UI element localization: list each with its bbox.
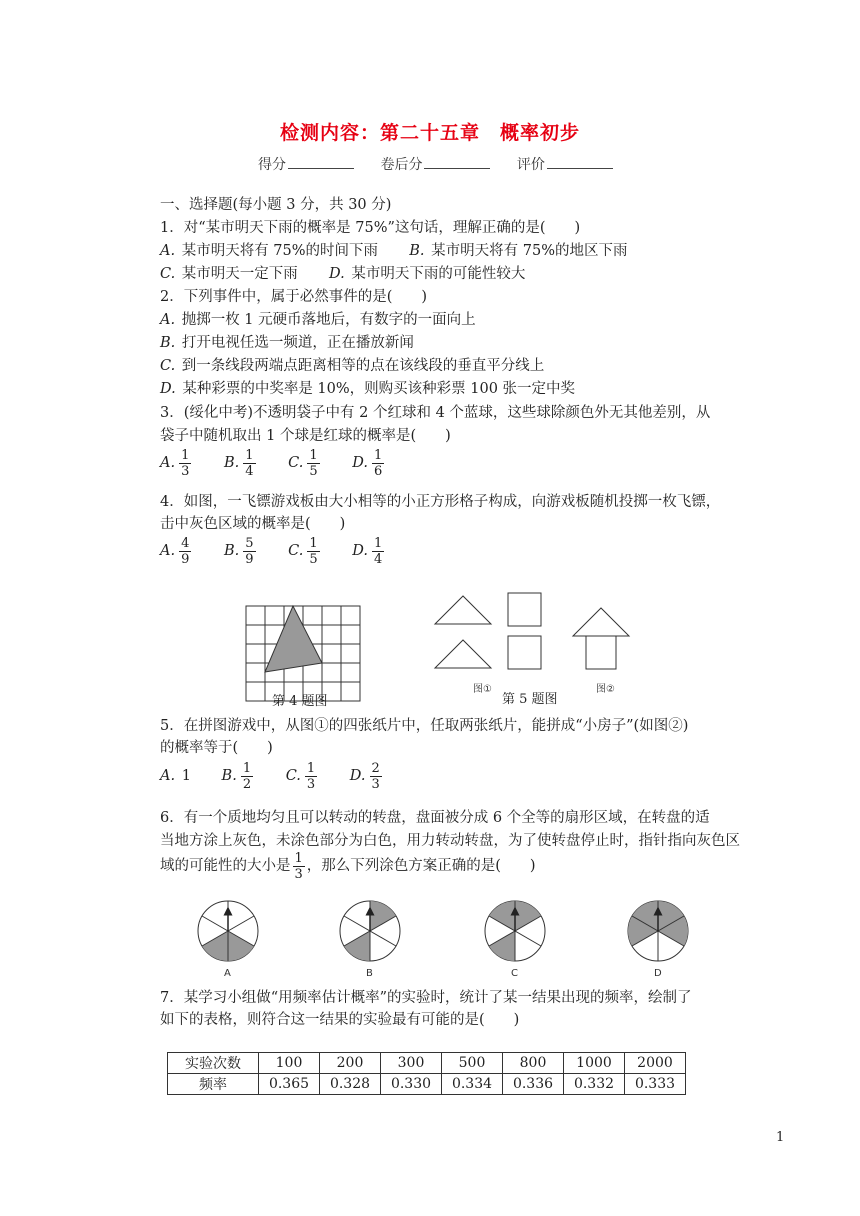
q4-option-a [160, 533, 193, 569]
q4-option-c [288, 533, 321, 569]
table-cell: 300 [381, 1053, 442, 1074]
q4-num-c: 1 [309, 535, 318, 551]
q5-frac-d [370, 761, 382, 792]
q2-option-d-line [160, 379, 575, 399]
q4-num-d: 1 [373, 535, 383, 551]
q5-den-c: 3 [306, 776, 316, 792]
q6-stem-line2: 当地方涂上灰色，未涂色部分为白色，用力转动转盘，为了使转盘停止时，指针指向灰色区 [160, 833, 740, 849]
q2-option-d: 某种彩票的中奖率是 10%，则购买该种彩票 100 张一定中奖 [182, 381, 576, 397]
q6-frac-den: 3 [294, 866, 303, 882]
q5-num-d: 2 [371, 760, 380, 776]
q4-den-d: 4 [373, 551, 383, 567]
q4-frac-a [179, 536, 191, 567]
section-heading: 一、选择题(每小题 3 分，共 30 分) [160, 197, 392, 213]
spinner-b [340, 901, 400, 961]
q3-stem-line1: 3．(绥化中考)不透明袋子中有 2 个红球和 4 个蓝球，这些球除颜色外无其他差别，从 [160, 405, 711, 421]
q1-option-a: 某市明天将有 75%的时间下雨 [181, 243, 379, 259]
q2-option-b-line [160, 333, 414, 353]
q4-den-c: 5 [309, 551, 318, 567]
q7-stem-line1: 7．某学习小组做“用频率估计概率”的实验时，统计了某一结果出现的频率，绘制了 [160, 990, 692, 1006]
q4-letter-c: C. [288, 543, 304, 559]
q1-option-b: 某市明天将有 75%的地区下雨 [431, 243, 628, 259]
q3-letter-b: B. [223, 455, 240, 471]
score-blank [288, 156, 354, 169]
table-cell: 0.328 [320, 1074, 381, 1095]
table-cell: 500 [442, 1053, 503, 1074]
q3-den-b: 4 [245, 463, 254, 479]
q5-frac-c [305, 761, 317, 792]
table-cell: 200 [320, 1053, 381, 1074]
q4-options [160, 533, 412, 569]
q3-frac-d [372, 448, 384, 479]
q5-triangle-2 [435, 640, 491, 668]
q5-value-a: 1 [181, 768, 191, 784]
final-score-blank [424, 156, 490, 169]
q3-num-d: 1 [373, 447, 383, 463]
table-header-frequency: 频率 [168, 1074, 259, 1095]
spinner-a [198, 901, 258, 961]
q1-option-d: 某市明天下雨的可能性较大 [351, 266, 526, 282]
q3-option-d [352, 445, 386, 481]
q3-option-a [160, 445, 193, 481]
q5-option-b [222, 758, 256, 794]
spinner-label-a: A [224, 968, 231, 979]
q3-letter-d: D. [352, 455, 368, 471]
table-cell: 0.333 [625, 1074, 686, 1095]
table-cell: 0.330 [381, 1074, 442, 1095]
q3-den-a: 3 [181, 463, 190, 479]
score-field [258, 157, 354, 173]
q3-frac-b [243, 448, 255, 479]
score-line [258, 154, 635, 174]
frequency-table [167, 1052, 686, 1095]
q4-letter-b: B. [223, 543, 240, 559]
q6-stem-part-a: 域的可能性的大小是 [160, 858, 291, 874]
q5-option-d [350, 758, 384, 794]
table-row [168, 1074, 686, 1095]
evaluation-blank [547, 156, 613, 169]
q6-frac [293, 851, 305, 882]
q2-stem: 2．下列事件中，属于必然事件的是( ) [160, 289, 428, 305]
q6-stem-line1: 6．有一个质地均匀且可以转动的转盘，盘面被分成 6 个全等的扇形区域，在转盘的适 [160, 810, 710, 826]
q3-letter-a: A. [160, 455, 176, 471]
q3-stem-line2: 袋子中随机取出 1 个球是红球的概率是( ) [160, 428, 451, 444]
table-cell: 0.365 [259, 1074, 320, 1095]
q1-option-c: 某市明天一定下雨 [181, 266, 298, 282]
q5-options [160, 758, 410, 794]
q2-option-c: 到一条线段两端点距离相等的点在该线段的垂直平分线上 [181, 358, 545, 374]
q4-letter-d: D. [352, 543, 368, 559]
q1-options-cd [160, 264, 525, 284]
score-label: 得分 [258, 157, 286, 173]
q4-stem-line2: 击中灰色区域的概率是( ) [160, 516, 346, 532]
q4-frac-d [372, 536, 384, 567]
table-header-trials: 实验次数 [168, 1053, 259, 1074]
table-cell: 0.334 [442, 1074, 503, 1095]
q4-option-d [352, 533, 386, 569]
q3-den-c: 5 [309, 463, 318, 479]
q2-option-c-line [160, 356, 544, 376]
table-cell: 1000 [564, 1053, 625, 1074]
q5-letter-c: C. [285, 768, 301, 784]
q5-stem-line1: 5．在拼图游戏中，从图①的四张纸片中，任取两张纸片，能拼成“小房子”(如图②) [160, 718, 689, 734]
q5-triangle-1 [435, 596, 491, 624]
page-number: 1 [776, 1130, 785, 1145]
q3-num-a: 1 [181, 447, 190, 463]
q5-letter-b: B. [221, 768, 237, 784]
q2-letter-a: A. [160, 312, 176, 328]
page-title: 检测内容：第二十五章 概率初步 [279, 122, 580, 144]
q5-letter-d: D. [349, 768, 366, 784]
q6-frac-num: 1 [294, 850, 303, 866]
q5-option-c [286, 758, 319, 794]
fig5-caption: 第 5 题图 [502, 692, 558, 707]
q4-option-b [224, 533, 258, 569]
q5-den-d: 3 [371, 776, 380, 792]
q5-square-1 [508, 593, 541, 626]
q5-num-b: 1 [242, 760, 252, 776]
q3-num-b: 1 [245, 447, 254, 463]
q4-gray-triangle [265, 606, 322, 672]
evaluation-field [517, 157, 613, 173]
evaluation-label: 评价 [516, 157, 545, 173]
q3-letter-c: C. [288, 455, 304, 471]
q2-option-a-line [160, 310, 476, 330]
q5-den-b: 2 [242, 776, 252, 792]
table-row [168, 1053, 686, 1074]
table-cell: 0.332 [564, 1074, 625, 1095]
q4-num-a: 4 [181, 535, 190, 551]
q1-letter-c: C. [160, 266, 176, 282]
q3-option-b [224, 445, 258, 481]
q3-options [160, 445, 412, 481]
q5-house-body [586, 636, 616, 669]
spinner-label-b: B [366, 968, 373, 979]
spinner-label-d: D [654, 968, 662, 979]
q4-den-b: 9 [245, 551, 254, 567]
q5-num-c: 1 [306, 760, 316, 776]
spinner-c [485, 901, 545, 961]
fig5-label-1: 图① [473, 684, 492, 695]
q1-options-ab [160, 241, 627, 261]
q6-spinners [190, 894, 710, 980]
q6-stem-line3 [160, 848, 536, 884]
final-score-field [380, 157, 490, 173]
q5-frac-b [241, 761, 253, 792]
fig4-caption: 第 4 题图 [272, 694, 328, 709]
fig5-label-2: 图② [596, 684, 615, 695]
q2-letter-d: D. [160, 381, 176, 397]
q4-stem-line1: 4．如图，一飞镖游戏板由大小相等的小正方形格子构成，向游戏板随机投掷一枚飞镖， [160, 494, 721, 510]
q3-frac-c [307, 448, 319, 479]
q4-num-b: 5 [245, 535, 254, 551]
spinner-label-c: C [511, 968, 518, 979]
q2-option-b: 打开电视任选一频道，正在播放新闻 [181, 335, 414, 351]
final-score-label: 卷后分 [380, 157, 423, 173]
q7-stem-line2: 如下的表格，则符合这一结果的实验最有可能的是( ) [160, 1012, 520, 1028]
spinner-d [628, 901, 688, 961]
q3-den-d: 6 [373, 463, 383, 479]
q6-stem-part-b: ，那么下列涂色方案正确的是( ) [306, 858, 536, 874]
q5-stem-line2: 的概率等于( ) [160, 740, 273, 756]
q3-num-c: 1 [309, 447, 318, 463]
q1-letter-b: B. [409, 243, 425, 259]
q3-option-c [288, 445, 321, 481]
q4-frac-b [243, 536, 255, 567]
q5-house-roof [573, 608, 629, 636]
table-cell: 100 [259, 1053, 320, 1074]
q5-figure [425, 588, 650, 698]
q4-frac-c [307, 536, 319, 567]
q2-option-a: 抛掷一枚 1 元硬币落地后，有数字的一面向上 [181, 312, 476, 328]
table-cell: 800 [503, 1053, 564, 1074]
q5-option-a [160, 758, 191, 794]
q2-letter-c: C. [160, 358, 176, 374]
table-cell: 0.336 [503, 1074, 564, 1095]
q4-den-a: 9 [181, 551, 190, 567]
q5-letter-a: A. [160, 768, 176, 784]
q1-stem: 1．对“某市明天下雨的概率是 75%”这句话，理解正确的是( ) [160, 220, 581, 236]
table-cell: 2000 [625, 1053, 686, 1074]
q5-square-2 [508, 636, 541, 669]
q1-letter-d: D. [329, 266, 345, 282]
q4-letter-a: A. [160, 543, 176, 559]
q1-letter-a: A. [160, 243, 176, 259]
q2-letter-b: B. [160, 335, 176, 351]
q3-frac-a [179, 448, 191, 479]
